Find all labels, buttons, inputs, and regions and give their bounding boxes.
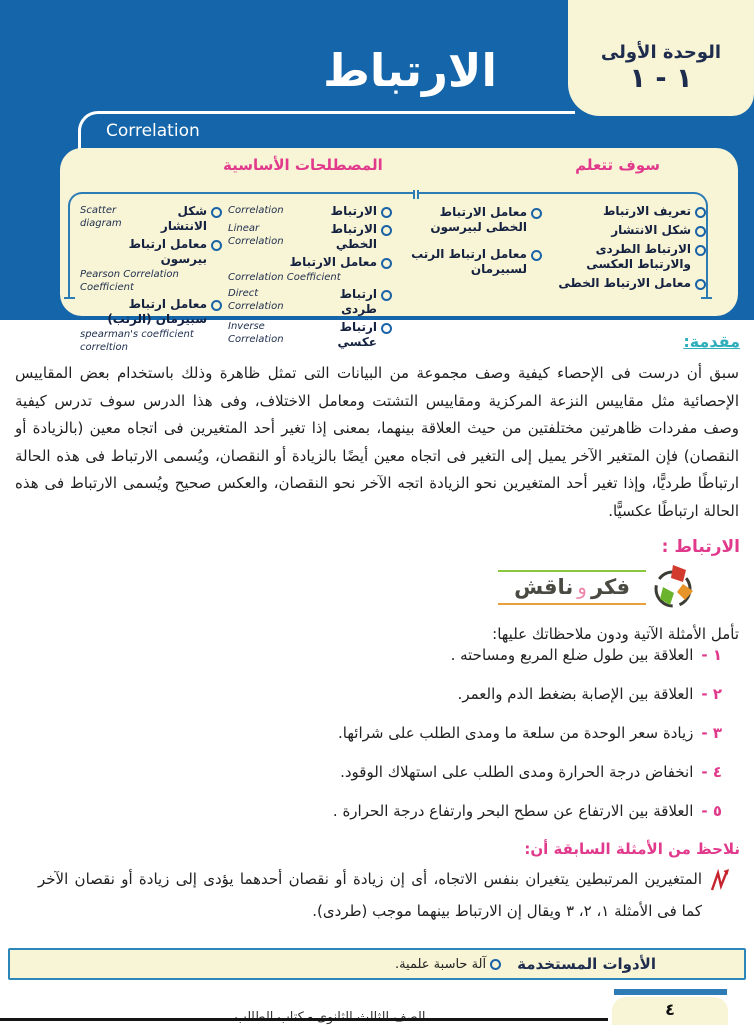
- example-item-3: ٣ - زيادة سعر الوحدة من سلعة ما ومدى الطلب على شرائها.: [338, 724, 722, 742]
- tools-used-item: آلة حاسبة علمية.: [395, 957, 501, 972]
- bullet-ring-icon: [381, 207, 392, 218]
- note-heading: نلاحظ من الأمثلة السابقة أن:: [524, 840, 740, 858]
- list-item: الارتباط الطردى والارتباط العكسى: [548, 242, 706, 272]
- list-item: معامل الارتباط الخطى: [548, 276, 706, 291]
- title-english: Correlation: [106, 121, 200, 141]
- bullet-ring-icon: [381, 323, 392, 334]
- tools-used-box: [8, 948, 746, 980]
- bullet-ring-icon: [531, 208, 542, 219]
- list-item: معامل الارتباط الخطى لبيرسون: [410, 205, 542, 235]
- bullet-ring-icon: [381, 290, 392, 301]
- term-item: ارتباط عكسي Inverse Correlation: [228, 320, 392, 350]
- think-discuss-icon: [652, 563, 694, 611]
- bullet-ring-icon: [695, 279, 706, 290]
- unit-tab: [568, 0, 754, 116]
- bullet-ring-icon: [531, 250, 542, 261]
- correlation-heading: الارتباط :: [661, 537, 740, 557]
- will-learn-section: [406, 204, 706, 291]
- note-block: [24, 863, 730, 927]
- bullet-ring-icon: [211, 207, 222, 218]
- bullet-ring-icon: [211, 240, 222, 251]
- example-item-1: ١ - العلاقة بين طول ضلع المربع ومساحته .: [450, 646, 722, 664]
- example-item-5: ٥ - العلاقة بين الارتفاع عن سطح البحر وارتفاع درجة الحرارة .: [332, 802, 722, 820]
- unit-label: الوحدة الأولى: [600, 42, 722, 63]
- intro-paragraph: سبق أن درست فى الإحصاء كيفية وصف مجموعة من البيانات التى تمثل ظاهرة وذلك باستخدام بعض المقاييس الإحصائية مثل مقاييس النزعة المركزية ومقاييس التشتت ومعامل الاختلاف، وفى هذا الدرس سوف تدرس كيفية وصف مفردات ظاهرتين مختلفتين من حيث العلاقة بينهما، بمعنى إذا تغير أحد المتغيرين فى اتجاه معين (بالزيادة أو النقصان) فإن المتغير الآخر يميل إلى التغير فى اتجاه معين أيضًا بالزيادة أو النقصان، ويُسمى الارتباط فى هذه الحالة ارتباطًا طرديًّا، وإذا تغير أحد المتغيرين نحو الزيادة اتجه الآخر نحو النقصان، والعكس صحيح ويُسمى الارتباط فى هذه الحالة ارتباطًا عكسيًّا.: [15, 364, 739, 520]
- intro-heading: مقدمة:: [683, 332, 740, 351]
- list-item: معامل ارتباط الرتب لسبيرمان: [410, 247, 542, 277]
- note-text: المتغيرين المرتبطين يتغيران بنفس الاتجاه، أى إن زيادة أو نقصان أحدهما يؤدى إلى زيادة أو نقصان الآخر كما فى الأمثلة ١، ٢، ٣ ويقال إن الارتباط بينهما موجب (طردى).: [38, 870, 702, 920]
- bullet-ring-icon: [695, 245, 706, 256]
- example-item-2: ٢ - العلاقة بين الإصابة بضغط الدم والعمر.: [457, 685, 722, 703]
- page-title: الارتباط: [323, 44, 497, 97]
- example-item-4: ٤ - انخفاض درجة الحرارة ومدى الطلب على استهلاك الوقود.: [340, 763, 722, 781]
- basic-terms-header: المصطلحات الأساسية: [223, 156, 383, 174]
- zigzag-arrow-icon: [710, 868, 730, 892]
- footer-rule: [0, 1018, 608, 1021]
- term-item: معامل ارتباط بيرسون Pearson Correlation Coefficient: [80, 237, 222, 294]
- think-discuss-banner: [498, 563, 694, 611]
- term-item: شكل الانتشار Scatter diagram: [80, 204, 222, 234]
- think-discuss-label: فكروناقش: [498, 570, 646, 605]
- lesson-number: ١ - ١: [629, 63, 693, 94]
- tools-used-heading: الأدوات المستخدمة: [517, 955, 656, 973]
- term-item: معامل الارتباط Correlation Coefficient: [228, 255, 392, 284]
- examples-prompt: تأمل الأمثلة الآتية ودون ملاحظاتك عليها:: [492, 625, 739, 643]
- page-number: ٤: [612, 997, 728, 1025]
- term-item: معامل ارتباط سبيرمان (الرتب) spearman's coefficient correltion: [80, 297, 222, 354]
- term-item: ارتباط طردى Direct Correlation: [228, 287, 392, 317]
- term-item: الارتباط الخطي Linear Correlation: [228, 222, 392, 252]
- will-learn-header: سوف تتعلم: [575, 156, 660, 174]
- term-item: الارتباط Correlation: [228, 204, 392, 219]
- page-number-bar-decoration: [614, 989, 727, 995]
- bullet-ring-icon: [490, 959, 501, 970]
- bullet-ring-icon: [381, 258, 392, 269]
- bullet-ring-icon: [381, 225, 392, 236]
- list-item: تعريف الارتباط: [548, 204, 706, 219]
- bullet-ring-icon: [695, 226, 706, 237]
- list-item: شكل الانتشار: [548, 223, 706, 238]
- basic-terms-section: [80, 204, 392, 354]
- bullet-ring-icon: [695, 207, 706, 218]
- bullet-ring-icon: [211, 300, 222, 311]
